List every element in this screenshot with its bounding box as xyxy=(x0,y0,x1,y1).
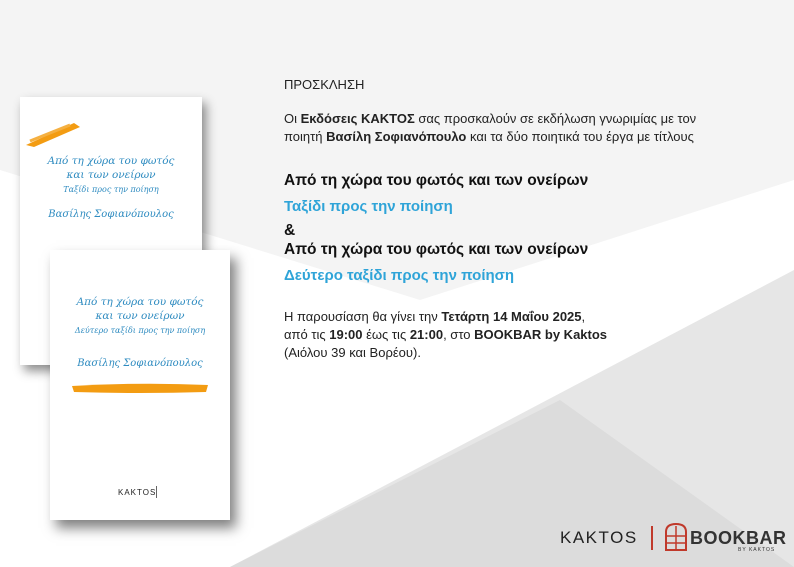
cover1-subtitle: Ταξίδι προς την ποίηση xyxy=(63,185,159,194)
publisher-name: Εκδόσεις ΚΑΚΤΟΣ xyxy=(300,111,415,126)
cover2-divider xyxy=(156,486,157,498)
cover2-subtitle: Δεύτερο ταξίδι προς την ποίηση xyxy=(74,326,206,335)
kaktos-logo: KAKTOS xyxy=(560,528,638,547)
presentation-line2: από τις 19:00 έως τις 21:00, στο BOOKBAR by Kaktos xyxy=(284,327,608,342)
cover1-title-line1: Από τη χώρα του φωτός xyxy=(47,155,175,167)
cover2-publisher: KAKTOS xyxy=(118,488,157,497)
book-cover-2 xyxy=(50,250,230,520)
presentation-line1: Η παρουσίαση θα γίνει την Τετάρτη 14 Μαΐου 2025, xyxy=(284,309,586,324)
invitation-intro-line2: ποιητή Βασίλη Σοφιανόπουλο και τα δύο ποιητικά του έργα με τίτλους xyxy=(284,129,694,144)
venue-address: (Αιόλου 39 και Βορέου). xyxy=(284,345,421,360)
ampersand: & xyxy=(284,222,296,239)
brush-stroke xyxy=(24,119,84,149)
venue-name: BOOKBAR by Kaktos xyxy=(474,327,608,342)
cover2-title-line1: Από τη χώρα του φωτός xyxy=(76,296,204,308)
logo-divider xyxy=(651,526,653,550)
cover1-title-line2: και των ονείρων xyxy=(66,169,156,181)
invitation-intro-line1: Οι Εκδόσεις ΚΑΚΤΟΣ σας προσκαλούν σε εκδήλωση γνωριμίας με τον xyxy=(284,111,697,126)
event-date: Τετάρτη 14 Μαΐου 2025 xyxy=(441,309,582,324)
book1-subtitle: Ταξίδι προς την ποίηση xyxy=(284,198,453,215)
bookbar-icon xyxy=(664,522,688,552)
bookbar-logo: BOOKBAR xyxy=(690,528,787,548)
cover1-author: Βασίλης Σοφιανόπουλος xyxy=(48,209,174,220)
brush-stroke xyxy=(70,380,210,396)
start-time: 19:00 xyxy=(329,327,363,342)
end-time: 21:00 xyxy=(409,327,444,342)
poet-name: Βασίλη Σοφιανόπουλο xyxy=(326,129,467,144)
cover2-title-line2: και των ονείρων xyxy=(95,310,185,322)
book2-title: Από τη χώρα του φωτός και των ονείρων xyxy=(284,241,589,258)
bookbar-subtitle: BY KAKTOS xyxy=(738,547,776,553)
invitation-heading: ΠΡΟΣΚΛΗΣΗ xyxy=(284,77,365,92)
book1-title: Από τη χώρα του φωτός και των ονείρων xyxy=(284,172,589,189)
cover2-author: Βασίλης Σοφιανόπουλος xyxy=(77,358,203,369)
book2-subtitle: Δεύτερο ταξίδι προς την ποίηση xyxy=(284,267,515,284)
